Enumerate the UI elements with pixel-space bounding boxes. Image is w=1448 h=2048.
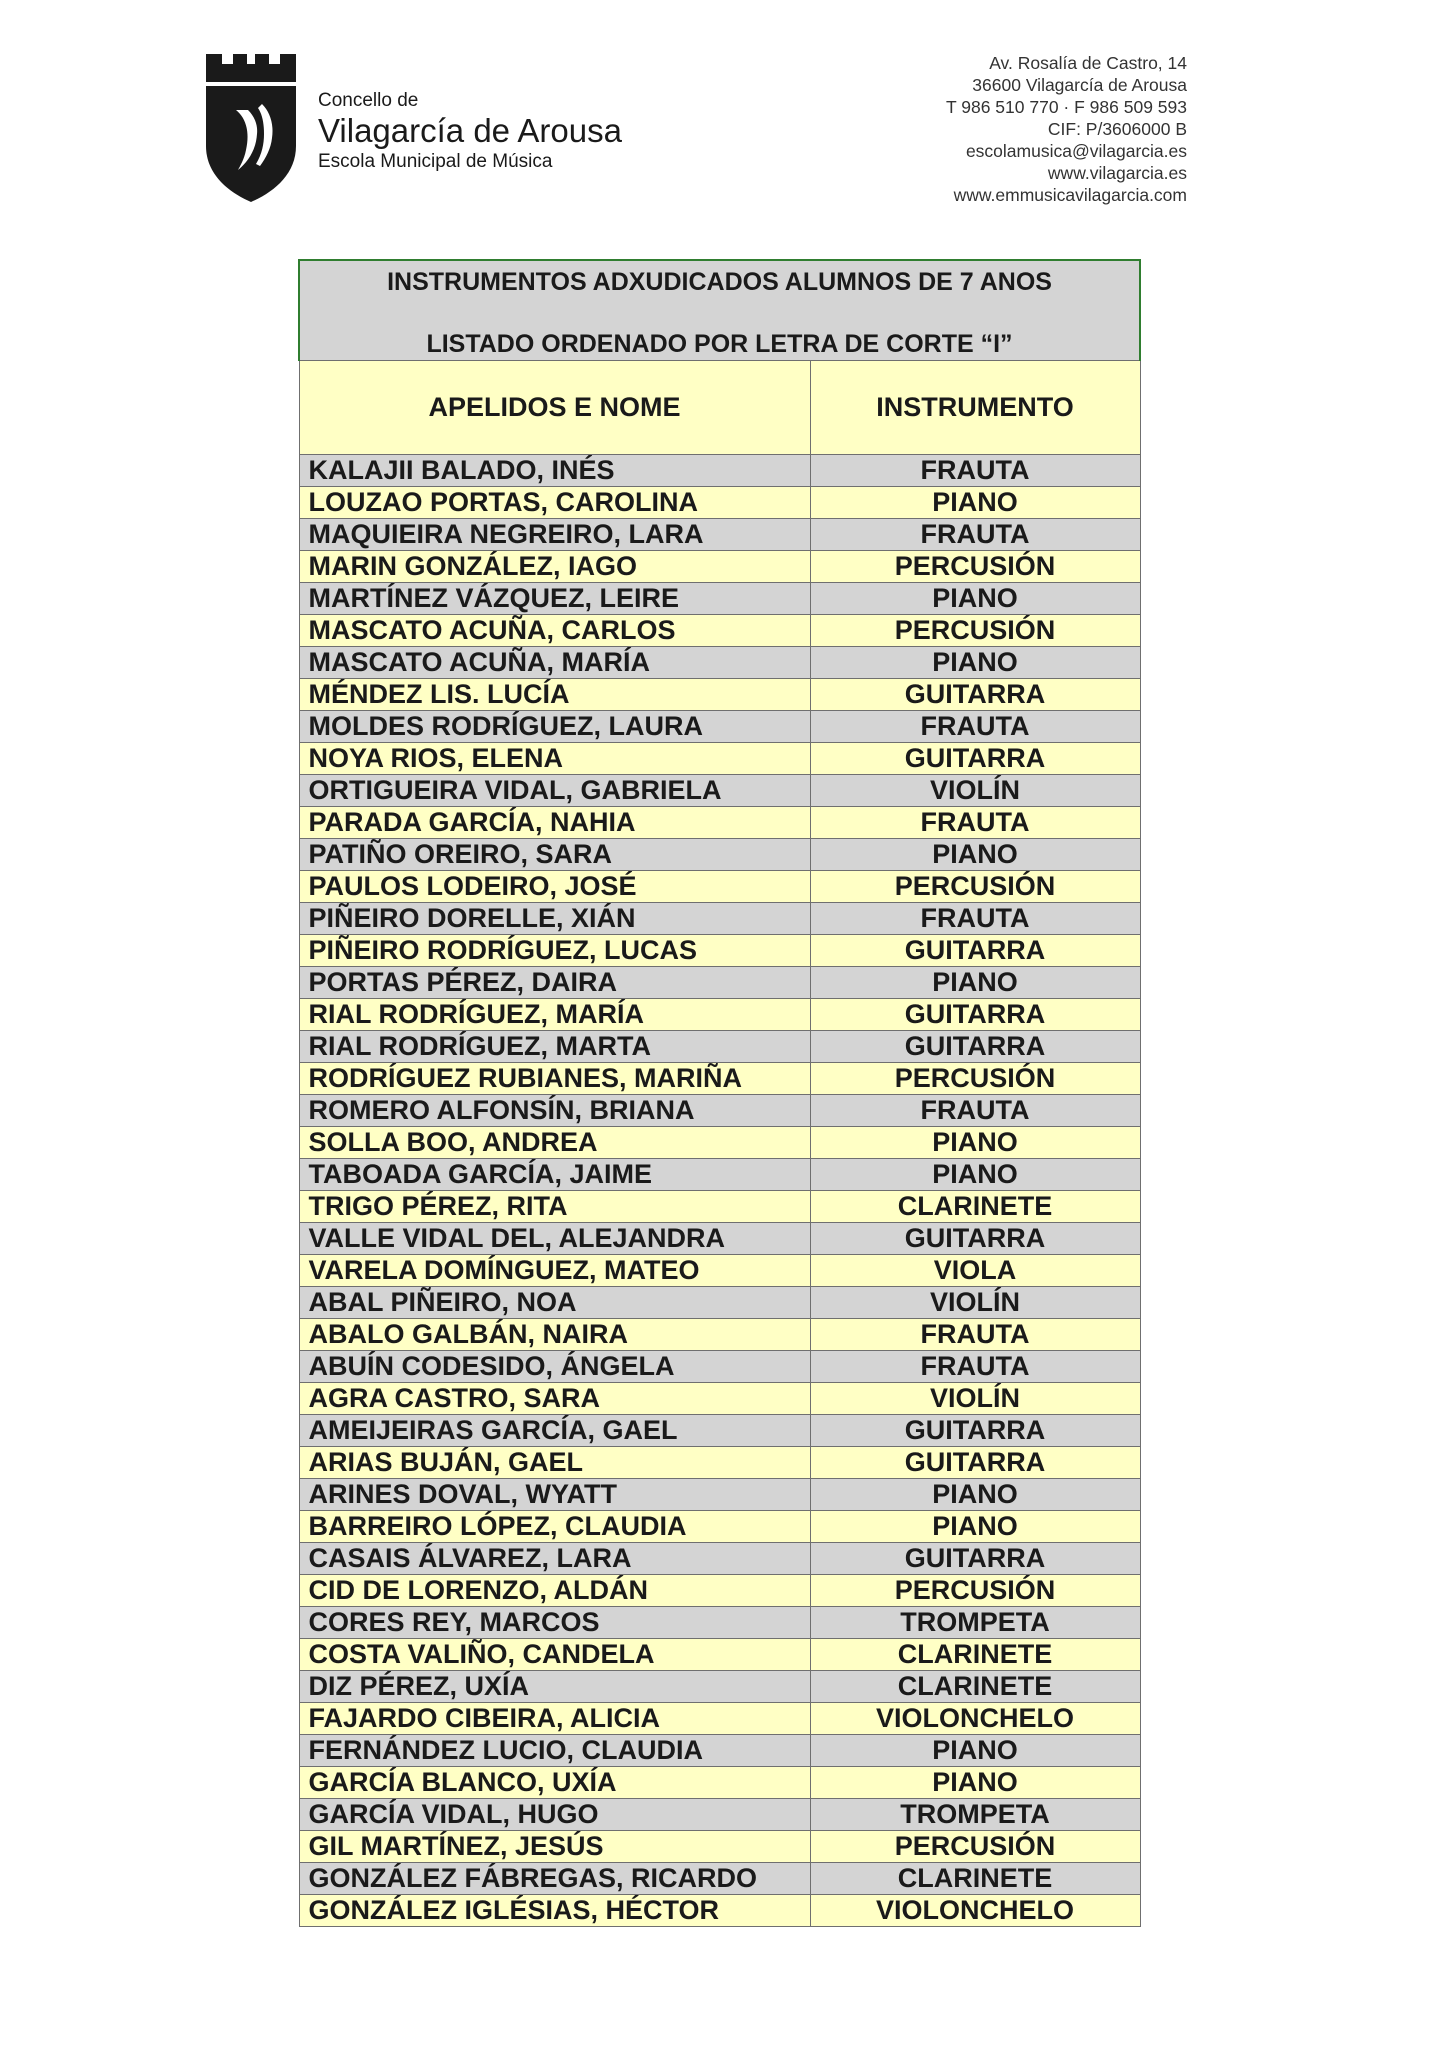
table-row bbox=[299, 1607, 1140, 1639]
student-name-cell: COSTA VALIÑO, CANDELA bbox=[299, 1639, 810, 1671]
instrument-cell: GUITARRA bbox=[810, 1031, 1140, 1063]
table-row bbox=[299, 807, 1140, 839]
table-title bbox=[299, 260, 1140, 361]
instrument-cell: VIOLÍN bbox=[810, 1383, 1140, 1415]
table-row bbox=[299, 1671, 1140, 1703]
student-name-cell: GARCÍA VIDAL, HUGO bbox=[299, 1799, 810, 1831]
student-name-cell: ARIAS BUJÁN, GAEL bbox=[299, 1447, 810, 1479]
table-row bbox=[299, 1767, 1140, 1799]
student-name-cell: MARTÍNEZ VÁZQUEZ, LEIRE bbox=[299, 583, 810, 615]
table-row bbox=[299, 1735, 1140, 1767]
student-name-cell: TABOADA GARCÍA, JAIME bbox=[299, 1159, 810, 1191]
student-name-cell: PORTAS PÉREZ, DAIRA bbox=[299, 967, 810, 999]
instrument-cell: PERCUSIÓN bbox=[810, 551, 1140, 583]
table-row bbox=[299, 775, 1140, 807]
table-row bbox=[299, 1543, 1140, 1575]
student-name-cell: NOYA RIOS, ELENA bbox=[299, 743, 810, 775]
student-name-cell: PATIÑO OREIRO, SARA bbox=[299, 839, 810, 871]
table-row bbox=[299, 1383, 1140, 1415]
instrument-cell: PIANO bbox=[810, 1735, 1140, 1767]
concello-logo bbox=[202, 54, 300, 204]
instruments-table bbox=[298, 259, 1141, 1927]
table-row bbox=[299, 1095, 1140, 1127]
instrument-cell: GUITARRA bbox=[810, 1447, 1140, 1479]
instrument-cell: TROMPETA bbox=[810, 1607, 1140, 1639]
student-name-cell: MOLDES RODRÍGUEZ, LAURA bbox=[299, 711, 810, 743]
table-row bbox=[299, 711, 1140, 743]
address-line: www.emmusicavilagarcia.com bbox=[953, 185, 1187, 205]
student-name-cell: VARELA DOMÍNGUEZ, MATEO bbox=[299, 1255, 810, 1287]
address-line: T 986 510 770 · F 986 509 593 bbox=[946, 97, 1187, 117]
table-row bbox=[299, 1703, 1140, 1735]
table-row bbox=[299, 1223, 1140, 1255]
student-name-cell: MASCATO ACUÑA, MARÍA bbox=[299, 647, 810, 679]
student-name-cell: MAQUIEIRA NEGREIRO, LARA bbox=[299, 519, 810, 551]
instrument-cell: GUITARRA bbox=[810, 999, 1140, 1031]
student-name-cell: SOLLA BOO, ANDREA bbox=[299, 1127, 810, 1159]
student-name-cell: ARINES DOVAL, WYATT bbox=[299, 1479, 810, 1511]
table-row bbox=[299, 487, 1140, 519]
student-name-cell: MÉNDEZ LIS. LUCÍA bbox=[299, 679, 810, 711]
instrument-cell: FRAUTA bbox=[810, 1319, 1140, 1351]
table-row bbox=[299, 743, 1140, 775]
instrument-cell: FRAUTA bbox=[810, 711, 1140, 743]
instrument-cell: PIANO bbox=[810, 1511, 1140, 1543]
table-row bbox=[299, 1255, 1140, 1287]
table-title-line-2: LISTADO ORDENADO POR LETRA DE CORTE “I” bbox=[426, 330, 1013, 358]
instrument-cell: CLARINETE bbox=[810, 1671, 1140, 1703]
student-name-cell: ABAL PIÑEIRO, NOA bbox=[299, 1287, 810, 1319]
table-row bbox=[299, 903, 1140, 935]
table-row bbox=[299, 1799, 1140, 1831]
student-name-cell: ABUÍN CODESIDO, ÁNGELA bbox=[299, 1351, 810, 1383]
student-name-cell: DIZ PÉREZ, UXÍA bbox=[299, 1671, 810, 1703]
student-name-cell: VALLE VIDAL DEL, ALEJANDRA bbox=[299, 1223, 810, 1255]
student-name-cell: AGRA CASTRO, SARA bbox=[299, 1383, 810, 1415]
instrument-cell: PIANO bbox=[810, 967, 1140, 999]
instrument-cell: PIANO bbox=[810, 487, 1140, 519]
instrument-cell: VIOLÍN bbox=[810, 775, 1140, 807]
student-name-cell: BARREIRO LÓPEZ, CLAUDIA bbox=[299, 1511, 810, 1543]
instrument-cell: PIANO bbox=[810, 647, 1140, 679]
address-line: 36600 Vilagarcía de Arousa bbox=[972, 75, 1187, 95]
student-name-cell: GIL MARTÍNEZ, JESÚS bbox=[299, 1831, 810, 1863]
student-name-cell: CORES REY, MARCOS bbox=[299, 1607, 810, 1639]
student-name-cell: FERNÁNDEZ LUCIO, CLAUDIA bbox=[299, 1735, 810, 1767]
table-row bbox=[299, 1159, 1140, 1191]
instrument-cell: FRAUTA bbox=[810, 1351, 1140, 1383]
table-row bbox=[299, 551, 1140, 583]
table-row bbox=[299, 1895, 1140, 1927]
instrument-cell: GUITARRA bbox=[810, 679, 1140, 711]
table-row bbox=[299, 1031, 1140, 1063]
student-name-cell: PIÑEIRO DORELLE, XIÁN bbox=[299, 903, 810, 935]
instrument-cell: TROMPETA bbox=[810, 1799, 1140, 1831]
instrument-cell: PIANO bbox=[810, 839, 1140, 871]
table-row bbox=[299, 1863, 1140, 1895]
table-row bbox=[299, 839, 1140, 871]
column-header-instrument: INSTRUMENTO bbox=[810, 361, 1140, 455]
instrument-cell: PERCUSIÓN bbox=[810, 1063, 1140, 1095]
address-line: escolamusica@vilagarcia.es bbox=[965, 141, 1187, 161]
instrument-cell: FRAUTA bbox=[810, 807, 1140, 839]
student-name-cell: TRIGO PÉREZ, RITA bbox=[299, 1191, 810, 1223]
instrument-cell: PIANO bbox=[810, 1479, 1140, 1511]
student-name-cell: LOUZAO PORTAS, CAROLINA bbox=[299, 487, 810, 519]
instrument-cell: GUITARRA bbox=[810, 1415, 1140, 1447]
table-row bbox=[299, 1639, 1140, 1671]
instrument-cell: CLARINETE bbox=[810, 1863, 1140, 1895]
table-row bbox=[299, 999, 1140, 1031]
instrument-cell: GUITARRA bbox=[810, 1223, 1140, 1255]
address-block bbox=[946, 52, 1187, 206]
brand-line-1: Concello de bbox=[318, 90, 419, 111]
student-name-cell: PARADA GARCÍA, NAHIA bbox=[299, 807, 810, 839]
instrument-cell: CLARINETE bbox=[810, 1191, 1140, 1223]
table-row bbox=[299, 583, 1140, 615]
table-row bbox=[299, 1447, 1140, 1479]
student-name-cell: ABALO GALBÁN, NAIRA bbox=[299, 1319, 810, 1351]
instrument-cell: PIANO bbox=[810, 1159, 1140, 1191]
table-row bbox=[299, 1415, 1140, 1447]
student-name-cell: AMEIJEIRAS GARCÍA, GAEL bbox=[299, 1415, 810, 1447]
table-row bbox=[299, 1479, 1140, 1511]
column-header-name: APELIDOS E NOME bbox=[299, 361, 810, 455]
table-row bbox=[299, 967, 1140, 999]
instrument-cell: CLARINETE bbox=[810, 1639, 1140, 1671]
instrument-cell: GUITARRA bbox=[810, 743, 1140, 775]
student-name-cell: CASAIS ÁLVAREZ, LARA bbox=[299, 1543, 810, 1575]
table-row bbox=[299, 1575, 1140, 1607]
student-name-cell: MARIN GONZÁLEZ, IAGO bbox=[299, 551, 810, 583]
address-line: Av. Rosalía de Castro, 14 bbox=[989, 53, 1187, 73]
instrument-cell: FRAUTA bbox=[810, 455, 1140, 487]
instrument-cell: FRAUTA bbox=[810, 519, 1140, 551]
student-name-cell: MASCATO ACUÑA, CARLOS bbox=[299, 615, 810, 647]
instrument-cell: PIANO bbox=[810, 1127, 1140, 1159]
instrument-cell: FRAUTA bbox=[810, 1095, 1140, 1127]
brand-block bbox=[318, 90, 622, 174]
table-row bbox=[299, 1191, 1140, 1223]
student-name-cell: KALAJII BALADO, INÉS bbox=[299, 455, 810, 487]
instrument-cell: GUITARRA bbox=[810, 935, 1140, 967]
student-name-cell: ROMERO ALFONSÍN, BRIANA bbox=[299, 1095, 810, 1127]
instrument-cell: VIOLONCHELO bbox=[810, 1895, 1140, 1927]
brand-line-2: Vilagarcía de Arousa bbox=[318, 112, 622, 149]
student-name-cell: ORTIGUEIRA VIDAL, GABRIELA bbox=[299, 775, 810, 807]
table-row bbox=[299, 1319, 1140, 1351]
student-name-cell: GONZÁLEZ IGLÉSIAS, HÉCTOR bbox=[299, 1895, 810, 1927]
table-row bbox=[299, 935, 1140, 967]
student-name-cell: RIAL RODRÍGUEZ, MARTA bbox=[299, 1031, 810, 1063]
brand-line-3: Escola Municipal de Música bbox=[318, 151, 553, 172]
student-name-cell: GONZÁLEZ FÁBREGAS, RICARDO bbox=[299, 1863, 810, 1895]
student-name-cell: PAULOS LODEIRO, JOSÉ bbox=[299, 871, 810, 903]
table-row bbox=[299, 615, 1140, 647]
instrument-cell: VIOLONCHELO bbox=[810, 1703, 1140, 1735]
instrument-cell: VIOLA bbox=[810, 1255, 1140, 1287]
instrument-cell: PERCUSIÓN bbox=[810, 615, 1140, 647]
table-row bbox=[299, 1063, 1140, 1095]
student-name-cell: GARCÍA BLANCO, UXÍA bbox=[299, 1767, 810, 1799]
student-name-cell: RODRÍGUEZ RUBIANES, MARIÑA bbox=[299, 1063, 810, 1095]
instrument-cell: PERCUSIÓN bbox=[810, 871, 1140, 903]
instrument-cell: FRAUTA bbox=[810, 903, 1140, 935]
table-row bbox=[299, 1287, 1140, 1319]
table-row bbox=[299, 1351, 1140, 1383]
address-line: CIF: P/3606000 B bbox=[1047, 119, 1187, 139]
instrument-cell: PERCUSIÓN bbox=[810, 1831, 1140, 1863]
instrument-cell: VIOLÍN bbox=[810, 1287, 1140, 1319]
instrument-cell: GUITARRA bbox=[810, 1543, 1140, 1575]
instrument-cell: PERCUSIÓN bbox=[810, 1575, 1140, 1607]
table-row bbox=[299, 519, 1140, 551]
student-name-cell: RIAL RODRÍGUEZ, MARÍA bbox=[299, 999, 810, 1031]
table-row bbox=[299, 1511, 1140, 1543]
instrument-cell: PIANO bbox=[810, 583, 1140, 615]
table-row bbox=[299, 455, 1140, 487]
student-name-cell: CID DE LORENZO, ALDÁN bbox=[299, 1575, 810, 1607]
instrument-cell: PIANO bbox=[810, 1767, 1140, 1799]
table-row bbox=[299, 1831, 1140, 1863]
table-row bbox=[299, 679, 1140, 711]
table-title-line-1: INSTRUMENTOS ADXUDICADOS ALUMNOS DE 7 ANOS bbox=[387, 268, 1052, 296]
table-row bbox=[299, 871, 1140, 903]
table-row bbox=[299, 647, 1140, 679]
address-line: www.vilagarcia.es bbox=[1047, 163, 1187, 183]
table-row bbox=[299, 1127, 1140, 1159]
student-name-cell: FAJARDO CIBEIRA, ALICIA bbox=[299, 1703, 810, 1735]
student-name-cell: PIÑEIRO RODRÍGUEZ, LUCAS bbox=[299, 935, 810, 967]
